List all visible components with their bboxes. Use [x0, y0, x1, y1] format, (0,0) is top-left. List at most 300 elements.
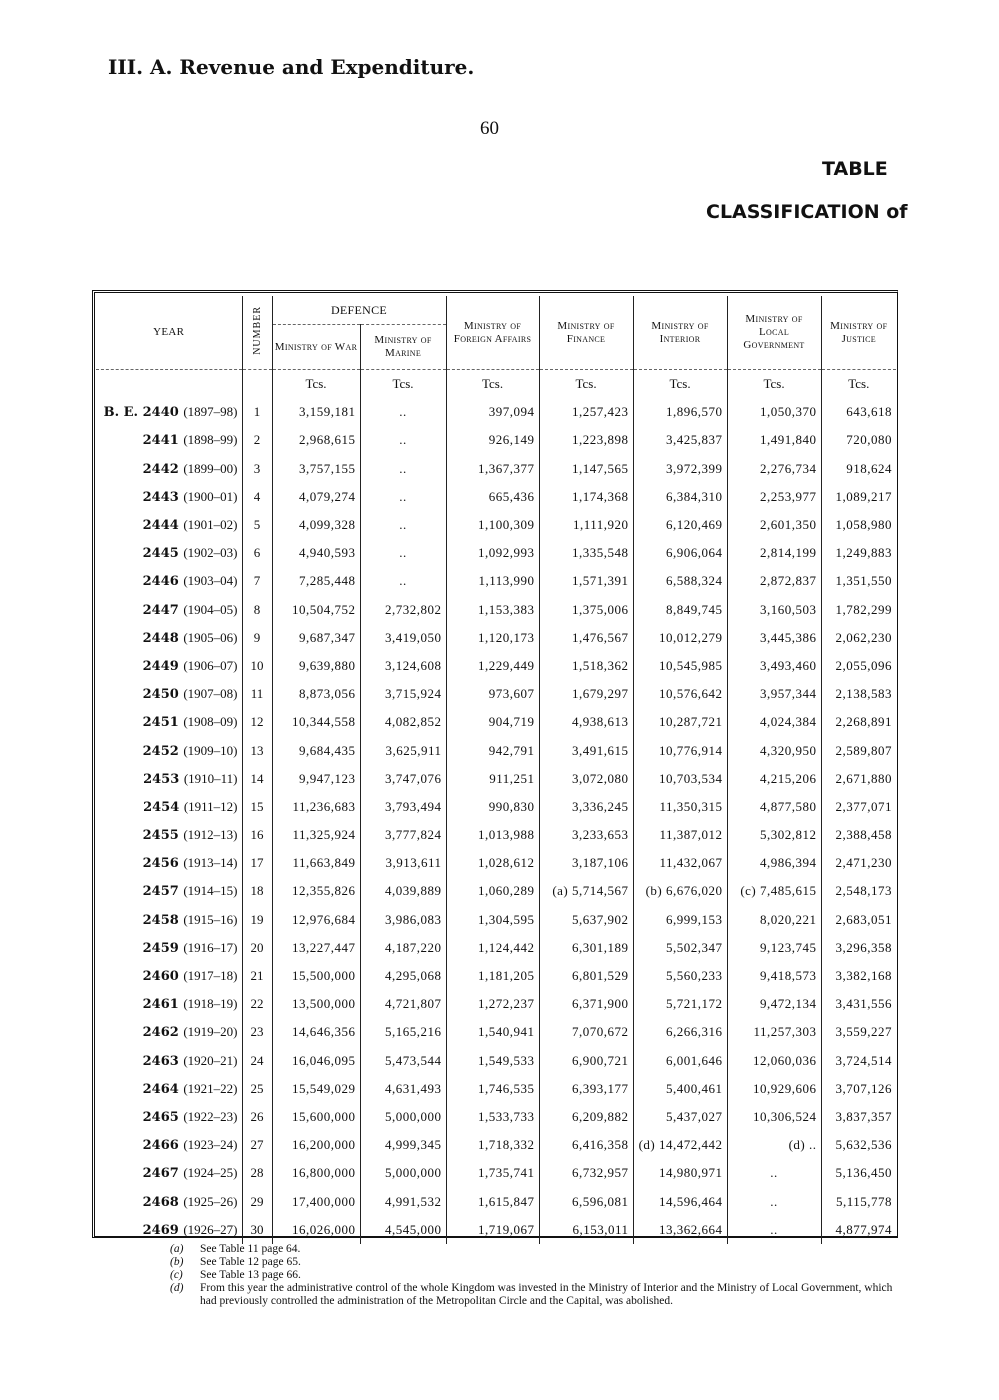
cell-number: 8 [242, 596, 272, 624]
cell-marine: 3,777,824 [360, 821, 446, 849]
cell-local: (c) 7,485,615 [727, 877, 821, 905]
cell-finance: 1,476,567 [539, 624, 633, 652]
cell-year [96, 990, 242, 1018]
cell-justice: 643,618 [821, 398, 896, 426]
table-row [96, 821, 896, 849]
cell-justice: 3,559,227 [821, 1018, 896, 1046]
cell-marine: 2,732,802 [360, 596, 446, 624]
year-span: (1925–26) [183, 1193, 238, 1209]
table-row [96, 624, 896, 652]
cell-year [96, 426, 242, 454]
year-label: 2448 [142, 630, 179, 646]
cell-finance: 6,596,081 [539, 1187, 633, 1215]
cell-justice: 3,296,358 [821, 934, 896, 962]
year-span: (1924–25) [183, 1165, 238, 1181]
cell-marine: .. [360, 539, 446, 567]
year-span: (1903–04) [183, 573, 238, 589]
cell-interior: 6,384,310 [633, 483, 727, 511]
cell-finance: 1,147,565 [539, 455, 633, 483]
cell-marine: 4,187,220 [360, 934, 446, 962]
cell-finance: 6,301,189 [539, 934, 633, 962]
cell-foreign: 397,094 [446, 398, 539, 426]
year-label: 2444 [142, 518, 179, 534]
table-row [96, 1187, 896, 1215]
year-span: (1902–03) [183, 545, 238, 561]
cell-number: 11 [242, 680, 272, 708]
cell-local: .. [727, 1187, 821, 1215]
cell-finance: 6,416,358 [539, 1131, 633, 1159]
year-span: (1923–24) [183, 1137, 238, 1153]
year-span: (1921–22) [183, 1080, 238, 1096]
cell-local: 3,493,460 [727, 652, 821, 680]
cell-interior: 6,588,324 [633, 567, 727, 595]
cell-interior: (d) 14,472,442 [633, 1131, 727, 1159]
cell-foreign: 942,791 [446, 736, 539, 764]
cell-justice: 2,589,807 [821, 736, 896, 764]
cell-number: 7 [242, 567, 272, 595]
cell-year [96, 652, 242, 680]
cell-foreign: 1,120,173 [446, 624, 539, 652]
cell-war: 3,159,181 [272, 398, 360, 426]
table-row [96, 567, 896, 595]
cell-year [96, 736, 242, 764]
cell-finance: 1,174,368 [539, 483, 633, 511]
cell-foreign: 1,028,612 [446, 849, 539, 877]
cell-marine: 3,747,076 [360, 765, 446, 793]
header-war: Ministry of War [272, 325, 360, 370]
cell-year [96, 821, 242, 849]
cell-foreign: 1,229,449 [446, 652, 539, 680]
cell-justice: 2,471,230 [821, 849, 896, 877]
cell-interior: 10,576,642 [633, 680, 727, 708]
cell-justice: 2,671,880 [821, 765, 896, 793]
table-row [96, 793, 896, 821]
cell-local: 9,472,134 [727, 990, 821, 1018]
cell-war: 11,663,849 [272, 849, 360, 877]
cell-local: .. [727, 1216, 821, 1244]
year-label: 2461 [142, 997, 179, 1013]
cell-local: 2,253,977 [727, 483, 821, 511]
cell-number: 4 [242, 483, 272, 511]
cell-justice: 2,055,096 [821, 652, 896, 680]
cell-local: 3,160,503 [727, 596, 821, 624]
header-year: YEAR [96, 296, 242, 370]
cell-number: 21 [242, 962, 272, 990]
cell-war: 15,549,029 [272, 1075, 360, 1103]
year-span: (1908–09) [183, 714, 238, 730]
cell-number: 27 [242, 1131, 272, 1159]
table-row [96, 1131, 896, 1159]
cell-marine: .. [360, 398, 446, 426]
year-span: (1926–27) [183, 1221, 238, 1237]
footnote [170, 1256, 900, 1269]
cell-finance: 3,072,080 [539, 765, 633, 793]
cell-marine: 4,295,068 [360, 962, 446, 990]
year-label: 2450 [142, 687, 179, 703]
year-label: 2446 [142, 574, 179, 590]
cell-justice: 3,431,556 [821, 990, 896, 1018]
year-span: (1914–15) [183, 883, 238, 899]
cell-marine: 5,165,216 [360, 1018, 446, 1046]
cell-number: 18 [242, 877, 272, 905]
footnote-mark: (d) [170, 1282, 184, 1294]
year-span: (1918–19) [183, 996, 238, 1012]
cell-war: 16,800,000 [272, 1159, 360, 1187]
table-row [96, 1159, 896, 1187]
cell-local: 5,302,812 [727, 821, 821, 849]
cell-marine: 3,124,608 [360, 652, 446, 680]
cell-foreign: 904,719 [446, 708, 539, 736]
table-row [96, 1018, 896, 1046]
table-row [96, 511, 896, 539]
cell-marine: 3,913,611 [360, 849, 446, 877]
cell-year [96, 1131, 242, 1159]
cell-number: 23 [242, 1018, 272, 1046]
cell-finance: 3,187,106 [539, 849, 633, 877]
cell-war: 13,500,000 [272, 990, 360, 1018]
year-span: (1899–00) [183, 460, 238, 476]
cell-justice: 2,388,458 [821, 821, 896, 849]
cell-year [96, 765, 242, 793]
footnote [170, 1269, 900, 1282]
cell-finance: 1,518,362 [539, 652, 633, 680]
cell-interior: 10,012,279 [633, 624, 727, 652]
cell-number: 9 [242, 624, 272, 652]
year-span: (1909–10) [183, 742, 238, 758]
cell-interior: 1,896,570 [633, 398, 727, 426]
cell-war: 3,757,155 [272, 455, 360, 483]
cell-war: 16,200,000 [272, 1131, 360, 1159]
year-span: (1904–05) [183, 601, 238, 617]
cell-interior: 5,502,347 [633, 934, 727, 962]
cell-finance: 3,233,653 [539, 821, 633, 849]
expenditure-table [96, 296, 896, 1244]
year-label: 2456 [142, 856, 179, 872]
year-label: 2462 [142, 1025, 179, 1041]
cell-number: 12 [242, 708, 272, 736]
cell-local: 9,123,745 [727, 934, 821, 962]
cell-number: 26 [242, 1103, 272, 1131]
cell-local: 4,215,206 [727, 765, 821, 793]
cell-number: 2 [242, 426, 272, 454]
cell-finance: 6,801,529 [539, 962, 633, 990]
unit-finance: Tcs. [539, 370, 633, 399]
cell-justice: 2,548,173 [821, 877, 896, 905]
table-row [96, 990, 896, 1018]
cell-marine: 5,473,544 [360, 1047, 446, 1075]
cell-finance: 1,223,898 [539, 426, 633, 454]
cell-war: 11,236,683 [272, 793, 360, 821]
cell-foreign: 665,436 [446, 483, 539, 511]
year-label: 2442 [142, 461, 179, 477]
cell-finance: (a) 5,714,567 [539, 877, 633, 905]
cell-war: 14,646,356 [272, 1018, 360, 1046]
cell-war: 15,600,000 [272, 1103, 360, 1131]
cell-year [96, 398, 242, 426]
cell-foreign: 1,113,990 [446, 567, 539, 595]
cell-year [96, 1103, 242, 1131]
cell-year [96, 539, 242, 567]
footnote-text: See Table 13 page 66. [200, 1269, 301, 1281]
table-row [96, 906, 896, 934]
cell-finance: 1,335,548 [539, 539, 633, 567]
cell-year [96, 511, 242, 539]
cell-foreign: 1,181,205 [446, 962, 539, 990]
cell-year [96, 1159, 242, 1187]
year-span: (1915–16) [183, 911, 238, 927]
footnote-mark: (b) [170, 1256, 184, 1268]
cell-finance: 6,900,721 [539, 1047, 633, 1075]
cell-interior: 5,560,233 [633, 962, 727, 990]
cell-number: 25 [242, 1075, 272, 1103]
cell-war: 7,285,448 [272, 567, 360, 595]
cell-local: 10,306,524 [727, 1103, 821, 1131]
cell-marine: 5,000,000 [360, 1159, 446, 1187]
year-span: (1912–13) [183, 827, 238, 843]
unit-local: Tcs. [727, 370, 821, 399]
cell-marine: .. [360, 426, 446, 454]
footnote-mark: (c) [170, 1269, 183, 1281]
cell-finance: 6,209,882 [539, 1103, 633, 1131]
cell-finance: 1,571,391 [539, 567, 633, 595]
footnote-mark: (a) [170, 1243, 184, 1255]
cell-local: 4,320,950 [727, 736, 821, 764]
unit-interior: Tcs. [633, 370, 727, 399]
cell-foreign: 1,735,741 [446, 1159, 539, 1187]
cell-number: 29 [242, 1187, 272, 1215]
year-span: (1901–02) [183, 517, 238, 533]
cell-finance: 1,375,006 [539, 596, 633, 624]
header-finance: Ministry of Finance [539, 296, 633, 370]
cell-foreign: 1,540,941 [446, 1018, 539, 1046]
table-row [96, 736, 896, 764]
cell-local: 1,050,370 [727, 398, 821, 426]
cell-foreign: 1,124,442 [446, 934, 539, 962]
cell-war: 4,099,328 [272, 511, 360, 539]
cell-finance: 6,153,011 [539, 1216, 633, 1244]
cell-number: 20 [242, 934, 272, 962]
year-label: 2447 [142, 602, 179, 618]
cell-war: 4,079,274 [272, 483, 360, 511]
cell-justice: 3,707,126 [821, 1075, 896, 1103]
cell-finance: 1,111,920 [539, 511, 633, 539]
cell-interior: 6,001,646 [633, 1047, 727, 1075]
cell-interior: 3,425,837 [633, 426, 727, 454]
year-span: (1907–08) [183, 686, 238, 702]
cell-interior: 11,350,315 [633, 793, 727, 821]
cell-war: 9,684,435 [272, 736, 360, 764]
cell-number: 22 [242, 990, 272, 1018]
year-span: (1917–18) [183, 968, 238, 984]
unit-justice: Tcs. [821, 370, 896, 399]
cell-year [96, 1187, 242, 1215]
cell-number: 17 [242, 849, 272, 877]
year-label: 2454 [143, 799, 180, 815]
cell-justice: 2,062,230 [821, 624, 896, 652]
cell-number: 24 [242, 1047, 272, 1075]
header-number [242, 296, 272, 370]
cell-number: 15 [242, 793, 272, 821]
cell-year [96, 1047, 242, 1075]
year-span: (1897–98) [183, 404, 238, 420]
year-span: (1910–11) [183, 770, 238, 786]
header-defence: DEFENCE [272, 296, 446, 325]
year-label: 2445 [142, 546, 179, 562]
table-row [96, 680, 896, 708]
year-label: 2467 [142, 1166, 179, 1182]
cell-local: 10,929,606 [727, 1075, 821, 1103]
cell-interior: 8,849,745 [633, 596, 727, 624]
header-number-label: NUMBER [251, 306, 263, 355]
year-label: 2452 [142, 743, 179, 759]
cell-foreign: 1,367,377 [446, 455, 539, 483]
table-label: TABLE [822, 158, 888, 180]
table-row [96, 1075, 896, 1103]
year-span: (1898–99) [183, 432, 238, 448]
cell-number: 19 [242, 906, 272, 934]
table-row [96, 483, 896, 511]
cell-local: 1,491,840 [727, 426, 821, 454]
cell-year [96, 708, 242, 736]
cell-marine: 3,625,911 [360, 736, 446, 764]
year-label: 2458 [142, 912, 179, 928]
year-label: 2453 [143, 771, 180, 787]
year-span: (1900–01) [183, 488, 238, 504]
cell-war: 13,227,447 [272, 934, 360, 962]
unit-marine: Tcs. [360, 370, 446, 399]
cell-war: 11,325,924 [272, 821, 360, 849]
cell-interior: 10,545,985 [633, 652, 727, 680]
cell-marine: .. [360, 567, 446, 595]
year-span: (1916–17) [183, 939, 238, 955]
cell-local: 4,986,394 [727, 849, 821, 877]
cell-interior: 5,400,461 [633, 1075, 727, 1103]
cell-local: 2,276,734 [727, 455, 821, 483]
cell-year [96, 455, 242, 483]
cell-foreign: 1,092,993 [446, 539, 539, 567]
cell-year [96, 877, 242, 905]
cell-interior: 6,999,153 [633, 906, 727, 934]
cell-number: 5 [242, 511, 272, 539]
cell-number: 10 [242, 652, 272, 680]
cell-interior: 6,266,316 [633, 1018, 727, 1046]
year-label: 2455 [142, 828, 179, 844]
table-row [96, 455, 896, 483]
cell-interior: 10,287,721 [633, 708, 727, 736]
cell-justice: 5,136,450 [821, 1159, 896, 1187]
year-label: B. E. 2440 [103, 405, 179, 421]
cell-marine: 3,715,924 [360, 680, 446, 708]
unit-foreign: Tcs. [446, 370, 539, 399]
cell-local: 3,445,386 [727, 624, 821, 652]
cell-marine: 4,082,852 [360, 708, 446, 736]
year-label: 2459 [142, 940, 179, 956]
cell-justice: 918,624 [821, 455, 896, 483]
cell-local: 2,872,837 [727, 567, 821, 595]
cell-year [96, 793, 242, 821]
cell-justice: 2,268,891 [821, 708, 896, 736]
unit-number [242, 370, 272, 399]
year-label: 2464 [142, 1081, 179, 1097]
header-foreign-affairs: Ministry of Foreign Affairs [446, 296, 539, 370]
cell-local: 8,020,221 [727, 906, 821, 934]
table-row [96, 652, 896, 680]
cell-interior: 11,432,067 [633, 849, 727, 877]
cell-foreign: 1,272,237 [446, 990, 539, 1018]
cell-marine: 3,793,494 [360, 793, 446, 821]
cell-number: 14 [242, 765, 272, 793]
year-label: 2468 [142, 1194, 179, 1210]
table-row [96, 708, 896, 736]
cell-year [96, 1018, 242, 1046]
year-span: (1911–12) [183, 798, 238, 814]
cell-finance: 3,491,615 [539, 736, 633, 764]
cell-local: 2,601,350 [727, 511, 821, 539]
cell-war: 16,026,000 [272, 1216, 360, 1244]
footnote [170, 1243, 900, 1256]
cell-interior: 10,703,534 [633, 765, 727, 793]
table-row [96, 765, 896, 793]
cell-marine: 4,999,345 [360, 1131, 446, 1159]
cell-marine: 5,000,000 [360, 1103, 446, 1131]
cell-foreign: 1,304,595 [446, 906, 539, 934]
cell-year [96, 483, 242, 511]
cell-year [96, 934, 242, 962]
cell-finance: 1,257,423 [539, 398, 633, 426]
cell-interior: 14,596,464 [633, 1187, 727, 1215]
unit-year [96, 370, 242, 399]
cell-war: 12,976,684 [272, 906, 360, 934]
cell-finance: 6,732,957 [539, 1159, 633, 1187]
cell-interior: 6,120,469 [633, 511, 727, 539]
year-label: 2449 [142, 658, 179, 674]
cell-interior: 5,721,172 [633, 990, 727, 1018]
cell-year [96, 680, 242, 708]
cell-local: 4,877,580 [727, 793, 821, 821]
cell-interior: 14,980,971 [633, 1159, 727, 1187]
unit-war: Tcs. [272, 370, 360, 399]
table-row [96, 1047, 896, 1075]
cell-finance: 3,336,245 [539, 793, 633, 821]
cell-foreign: 1,013,988 [446, 821, 539, 849]
header-justice: Ministry of Justice [821, 296, 896, 370]
table-row [96, 877, 896, 905]
cell-foreign: 926,149 [446, 426, 539, 454]
cell-year [96, 906, 242, 934]
table-row [96, 1216, 896, 1244]
cell-finance: 6,371,900 [539, 990, 633, 1018]
cell-number: 28 [242, 1159, 272, 1187]
cell-number: 13 [242, 736, 272, 764]
cell-war: 10,504,752 [272, 596, 360, 624]
cell-justice: 2,377,071 [821, 793, 896, 821]
cell-finance: 4,938,613 [539, 708, 633, 736]
cell-war: 8,873,056 [272, 680, 360, 708]
year-span: (1922–23) [183, 1108, 238, 1124]
cell-year [96, 624, 242, 652]
year-span: (1905–06) [183, 629, 238, 645]
cell-local: 2,814,199 [727, 539, 821, 567]
cell-justice: 5,632,536 [821, 1131, 896, 1159]
cell-number: 16 [242, 821, 272, 849]
cell-number: 6 [242, 539, 272, 567]
cell-local: 12,060,036 [727, 1047, 821, 1075]
table-row [96, 849, 896, 877]
cell-marine: .. [360, 511, 446, 539]
cell-justice: 3,837,357 [821, 1103, 896, 1131]
cell-interior: 6,906,064 [633, 539, 727, 567]
cell-year [96, 1216, 242, 1244]
